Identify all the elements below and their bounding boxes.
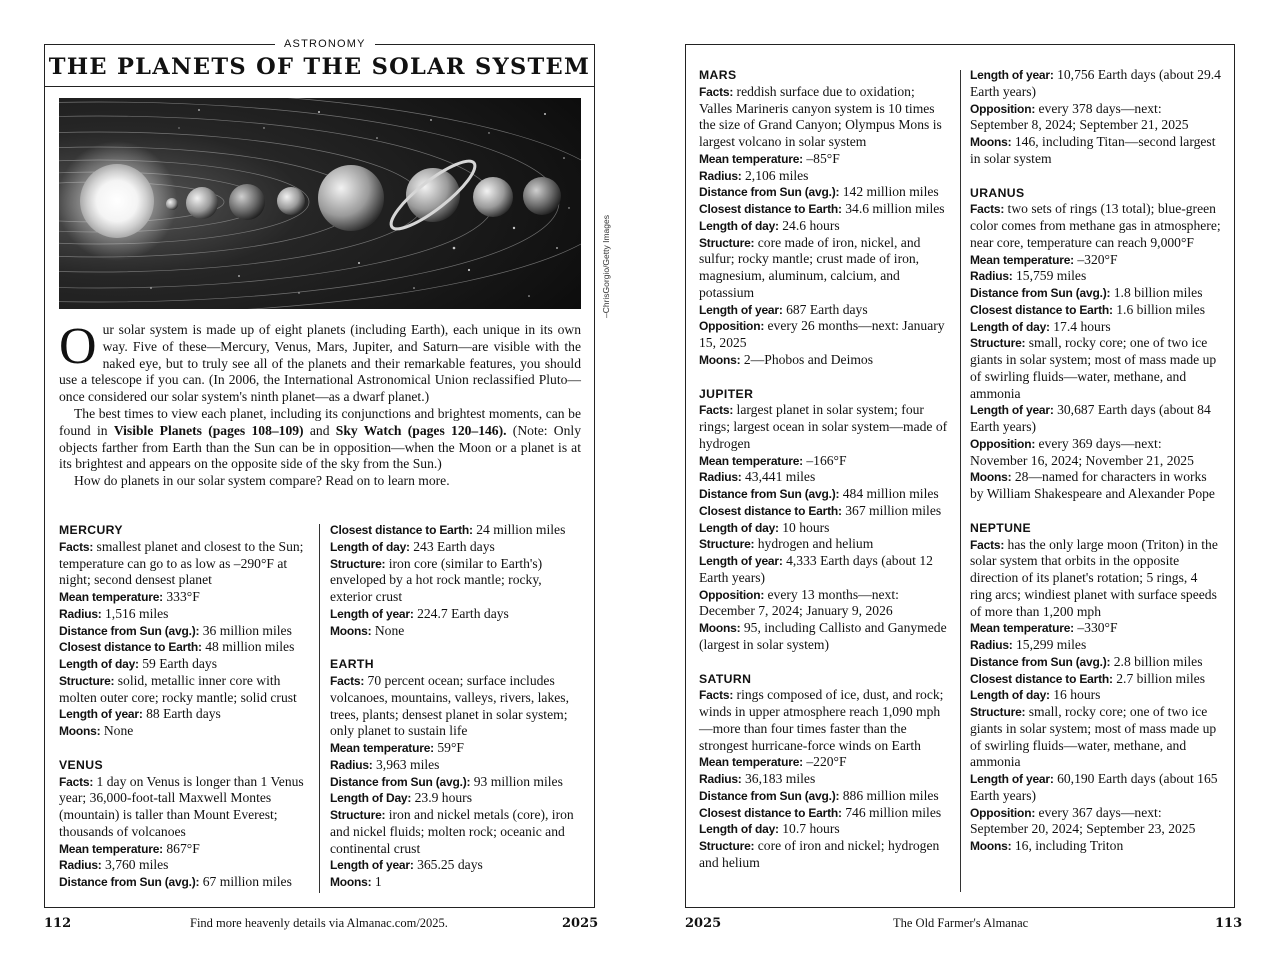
fact-value: 484 million miles [839,486,939,501]
fact-label: Length of year: [699,554,783,568]
planet-fact [970,134,1222,168]
planet-fact [59,606,309,623]
intro-paragraph-2: The best times to view each planet, including its conjunctions and brightest moments, can be found in Visible Planets (pages 108–109) and Sky Watch (pages 120–146). (Note: Only objects farther from Earth than the Sun can be in opposition—when the Moon or a planet is at its brightest and appears on the opposite side of the sky from the Sun.) [59,405,581,472]
fact-label: Mean temperature: [59,841,163,856]
fact-label: Closest distance to Earth: [970,671,1113,686]
fact-label: Moons: [699,621,741,635]
planet-section [970,185,1222,503]
intro-paragraph-1: Our solar system is made up of eight planets (including Earth), each unique in its own way. Five of these—Mercury, Venus, Mars, Jupiter, and Saturn—are visible with the naked eye, but to truly see all of the planets and their remarkable features, you should use a telescope if you can. (In 2006, the International Astronomical Union reclassified Pluto—once considered our solar system's ninth planet—as a dwarf planet.) [59,318,581,405]
fact-value: reddish surface due to oxidation; Valles Marineris canyon system is 10 times the size of Grand Canyon; Olympus Mons is largest volcano in solar system [699,83,942,149]
fact-label: Distance from Sun (avg.): [59,623,200,638]
planet-fact [59,874,309,891]
planet-fact [699,587,949,621]
planet-fact [699,520,949,537]
section-tag: ASTRONOMY [275,37,375,51]
fact-label: Distance from Sun (avg.): [699,185,840,200]
planet-fact [330,857,582,874]
planet-section [699,386,949,654]
planet-fact [699,553,949,587]
fact-value: every 13 months—next: December 7, 2024; January 9, 2026 [699,586,899,619]
planet-fact [699,821,949,838]
fact-value: has the only large moon (Triton) in the solar system that orbits in the opposite direction of its planet's rotation; 5 rings, 4 ring arcs; windiest planet with surface speeds of more than 1,200 mph [970,536,1218,619]
fact-label: Radius: [699,470,742,485]
footer-year-right: 2025 [685,916,722,931]
fact-label: Closest distance to Earth: [330,523,473,537]
planet-fact [970,252,1222,269]
fact-value: 88 Earth days [142,706,221,722]
fact-value: smallest planet and closest to the Sun; temperature can go to as low as –290°F at night; second densest planet [59,538,304,588]
fact-label: Distance from Sun (avg.): [59,875,200,889]
fact-label: Radius: [699,168,742,183]
fact-label: Mean temperature: [970,252,1074,267]
planet-fact [970,319,1222,336]
fact-label: Facts: [970,202,1005,217]
fact-value: solid, metallic inner core with molten outer core; rocky mantle; solid crust [59,672,297,705]
planet-fact [970,469,1222,503]
fact-value: iron and nickel metals (core), iron and nickel fluids; molten rock; oceanic and continental crust [330,807,574,856]
planet-fact [699,687,949,754]
planet-fact [970,654,1222,671]
column-divider [960,70,961,892]
planet-section [699,67,949,369]
fact-value: 36 million miles [199,622,292,638]
fact-value: 36,183 miles [741,771,816,786]
fact-label: Closest distance to Earth: [970,302,1113,317]
fact-label: Length of year: [699,302,783,317]
right-column-2 [970,67,1222,855]
fact-label: Length of year: [59,707,143,722]
sky-watch-reference: Sky Watch (pages 120–146). [335,422,507,438]
fact-label: Structure: [59,673,115,688]
planet-fact [330,790,582,807]
fact-label: Opposition: [699,319,765,334]
planet-heading: MERCURY [59,523,123,537]
fact-value: 10.7 hours [778,821,840,837]
planet-fact [699,771,949,788]
planet-fact [330,757,582,774]
fact-label: Facts: [699,84,734,99]
fact-label: Opposition: [970,805,1036,820]
planet-fact [699,184,949,201]
planet-fact [59,774,309,841]
fact-label: Facts: [59,774,94,789]
planet-fact [970,285,1222,302]
fact-value: 367 million miles [841,502,942,518]
fact-label: Moons: [970,839,1012,853]
fact-value: 28—named for characters in works by William Shakespeare and Alexander Pope [970,469,1215,501]
fact-label: Length of day: [970,319,1050,334]
fact-label: Mean temperature: [970,621,1074,636]
footer-center-right: The Old Farmer's Almanac [893,916,1029,930]
fact-label: Distance from Sun (avg.): [970,654,1111,669]
fact-label: Structure: [699,235,755,250]
planet-fact [330,522,582,539]
fact-label: Radius: [330,757,373,772]
fact-value: 2.7 billion miles [1112,670,1205,686]
fact-value: None [100,723,134,738]
fact-value: 48 million miles [201,639,295,655]
fact-label: Radius: [970,269,1013,284]
planet-heading: NEPTUNE [970,520,1032,535]
fact-label: Moons: [59,724,101,738]
planet-fact [330,740,582,757]
planet-fact [699,84,949,151]
fact-value: 1.8 billion miles [1110,285,1203,300]
fact-value: hydrogen and helium [754,536,874,552]
fact-value: 1.6 billion miles [1112,301,1205,317]
fact-value: 34.6 million miles [841,201,945,216]
planet-fact [970,268,1222,285]
fact-label: Moons: [330,875,372,889]
fact-value: –320°F [1073,251,1118,267]
planet-fact [699,168,949,185]
intro-text [59,318,581,490]
fact-value: 3,760 miles [101,857,169,873]
fact-value: 10,756 Earth days (about 29.4 Earth years) [970,67,1221,99]
visible-planets-reference: Visible Planets (pages 108–109) [113,422,304,438]
planet-fact [699,402,949,452]
planet-fact [699,536,949,553]
fact-label: Moons: [970,470,1012,485]
planet-fact [59,656,309,673]
planet-fact [699,453,949,470]
drop-cap: O [59,318,97,375]
fact-value: every 369 days—next: November 16, 2024; November 21, 2025 [970,435,1194,468]
fact-label: Structure: [330,556,386,571]
fact-value: 16, including Triton [1011,838,1124,853]
planet-fact [970,704,1222,771]
fact-label: Length of day: [970,688,1050,703]
planet-fact [970,402,1222,436]
planet-fact [699,503,949,520]
fact-label: Opposition: [970,436,1036,451]
footer-year-left: 2025 [562,916,599,931]
planet-fact [970,335,1222,402]
fact-label: Distance from Sun (avg.): [970,286,1111,300]
fact-value: 59 Earth days [138,656,218,671]
fact-value: 10 hours [778,519,830,535]
fact-value: 2—Phobos and Deimos [740,351,874,367]
planet-fact [970,637,1222,654]
fact-label: Length of day: [59,657,139,671]
planet-fact [330,556,582,606]
footer-center-left: Find more heavenly details via Almanac.com/2025. [190,916,448,930]
fact-value: 1 [371,874,382,889]
fact-label: Moons: [699,352,741,367]
planet-fact [970,838,1222,855]
fact-label: Length of year: [970,68,1054,82]
photo-credit: –ChrisGorgio/Getty Images [601,215,611,318]
fact-label: Facts: [59,539,94,554]
fact-label: Distance from Sun (avg.): [330,774,471,789]
title-rule [45,86,594,87]
fact-label: Opposition: [699,587,765,602]
fact-value: 59°F [433,740,464,755]
intro-paragraph-3: How do planets in our solar system compare? Read on to learn more. [74,473,450,489]
fact-label: Closest distance to Earth: [699,202,842,216]
fact-label: Length of year: [330,606,414,621]
planet-fact [330,807,582,857]
fact-value: 867°F [162,840,200,856]
planet-fact [699,318,949,352]
fact-label: Structure: [699,839,755,853]
fact-label: Structure: [970,336,1026,351]
planet-fact [59,639,309,656]
planet-fact [699,788,949,805]
fact-value: every 367 days—next: September 20, 2024; September 23, 2025 [970,804,1196,837]
planet-fact [970,671,1222,688]
fact-value: 24 million miles [472,522,566,537]
fact-value: 70 percent ocean; surface includes volcanoes, mountains, valleys, rivers, lakes, trees, plants; densest planet in solar system; only planet to sustain life [330,673,569,739]
planet-fact [330,539,582,556]
fact-label: Length of year: [970,403,1054,418]
planet-fact [699,469,949,486]
planet-fact [699,838,949,872]
planet-fact [699,151,949,168]
planet-fact [330,874,582,891]
fact-value: None [371,622,405,638]
planet-section [59,757,309,891]
fact-value: 95, including Callisto and Ganymede (largest in solar system) [699,620,947,652]
fact-label: Distance from Sun (avg.): [699,788,840,803]
footer-page-number-left: 112 [44,916,72,931]
planet-section [330,522,582,639]
fact-value: every 378 days—next: September 8, 2024; September 21, 2025 [970,100,1189,133]
planet-fact [330,673,582,740]
footer-page-number-right: 113 [1215,916,1243,931]
fact-label: Length of day: [699,822,779,837]
fact-value: 60,190 Earth days (about 165 Earth years) [970,771,1218,803]
solar-system-photo [59,98,581,309]
fact-value: 4,333 Earth days (about 12 Earth years) [699,553,933,585]
fact-label: Facts: [330,674,365,688]
planet-heading: SATURN [699,671,752,686]
fact-value: –220°F [802,754,847,770]
planet-fact [699,302,949,319]
column-divider [319,524,320,893]
planet-heading: JUPITER [699,386,754,401]
fact-label: Mean temperature: [330,741,434,755]
planet-heading: EARTH [330,657,374,672]
fact-label: Mean temperature: [699,755,803,770]
fact-value: rings composed of ice, dust, and rock; winds in upper atmosphere reach 1,090 mph—more than four times faster than the strongest hurricane-force winds on Earth [699,687,944,753]
planet-fact [330,623,582,640]
fact-value: 67 million miles [199,874,292,889]
fact-label: Closest distance to Earth: [699,503,842,518]
planet-fact [970,302,1222,319]
fact-label: Radius: [59,606,102,621]
fact-label: Facts: [970,537,1005,552]
planet-heading: VENUS [59,757,103,772]
planet-fact [59,841,309,858]
planet-fact [59,723,309,740]
fact-label: Moons: [970,135,1012,149]
fact-label: Mean temperature: [59,590,163,604]
planet-fact [970,620,1222,637]
planet-fact [970,687,1222,704]
planet-fact [970,201,1222,251]
planet-section [59,522,309,740]
fact-label: Structure: [330,808,386,822]
planet-section [970,67,1222,168]
left-column-1 [59,522,309,891]
fact-label: Opposition: [970,101,1036,116]
planet-fact [699,805,949,822]
planet-section [970,520,1222,855]
planet-section [330,656,582,891]
planet-fact [699,754,949,771]
planet-fact [59,673,309,707]
fact-label: Structure: [699,537,755,552]
fact-label: Facts: [699,688,734,703]
planet-fact [59,623,309,640]
fact-value: –85°F [802,150,840,166]
fact-value: 2,106 miles [741,167,809,183]
fact-value: 1,516 miles [101,605,169,621]
fact-value: 15,759 miles [1012,268,1087,284]
fact-label: Radius: [970,638,1013,652]
planet-section [699,671,949,872]
planet-fact [970,67,1222,101]
fact-value: 224.7 Earth days [413,605,509,621]
fact-value: 886 million miles [839,787,939,803]
planet-fact [699,486,949,503]
fact-value: core of iron and nickel; hydrogen and helium [699,838,940,870]
fact-value: 746 million miles [841,804,942,820]
fact-value: 2.8 billion miles [1110,653,1203,669]
fact-label: Facts: [699,403,734,418]
fact-value: 142 million miles [839,184,939,200]
fact-value: small, rocky core; one of two ice giants in solar system; most of mass made up of swirling fluids—water, methane, and ammonia [970,335,1217,401]
fact-label: Distance from Sun (avg.): [699,487,840,501]
planet-fact [970,805,1222,839]
right-column-1 [699,67,949,872]
planet-fact [970,101,1222,135]
fact-label: Length of day: [699,520,779,535]
left-column-2 [330,522,582,891]
fact-value: 146, including Titan—second largest in solar system [970,134,1216,166]
fact-value: –330°F [1073,620,1118,636]
fact-label: Mean temperature: [699,151,803,166]
fact-value: 243 Earth days [409,538,495,554]
fact-label: Radius: [59,858,102,873]
fact-value: every 26 months—next: January 15, 2025 [699,318,945,350]
fact-label: Length of day: [330,539,410,554]
fact-value: 3,963 miles [372,756,440,772]
fact-value: 24.6 hours [778,217,840,233]
fact-value: 30,687 Earth days (about 84 Earth years) [970,402,1211,434]
page-title: THE PLANETS OF THE SOLAR SYSTEM [48,54,591,80]
fact-value: 333°F [162,589,200,604]
planet-fact [970,436,1222,470]
fact-value: iron core (similar to Earth's) enveloped by a hot rock mantle; rocky, exterior crust [330,555,543,604]
planet-fact [699,218,949,235]
planet-fact [699,352,949,369]
fact-label: Closest distance to Earth: [699,805,842,820]
fact-value: 687 Earth days [782,301,868,317]
planet-fact [59,857,309,874]
planet-fact [330,606,582,623]
planet-fact [330,774,582,791]
fact-value: core made of iron, nickel, and sulfur; rocky mantle; crust made of iron, magnesium, aluminum, calcium, and potassium [699,234,921,300]
fact-label: Mean temperature: [699,453,803,468]
fact-label: Closest distance to Earth: [59,640,202,655]
planet-fact [970,537,1222,621]
fact-value: 93 million miles [470,773,563,789]
planet-fact [59,706,309,723]
fact-value: small, rocky core; one of two ice giants in solar system; most of mass made up of swirling fluids—water, methane, and ammonia [970,704,1217,770]
planet-fact [699,235,949,302]
planet-fact [699,620,949,654]
fact-value: 1 day on Venus is longer than 1 Venus year; 36,000-foot-tall Maxwell Montes (mountain) is taller than Mount Everest; thousands of volcanoes [59,773,304,839]
fact-label: Length of year: [970,772,1054,786]
planet-fact [59,539,309,589]
fact-value: largest planet in solar system; four rings; largest ocean in solar system—made of hydrogen [699,402,948,451]
planet-heading: MARS [699,68,737,82]
fact-value: 23.9 hours [411,790,472,806]
planet-fact [970,771,1222,805]
fact-value: 15,299 miles [1012,637,1087,652]
fact-value: two sets of rings (13 total); blue-green color comes from methane gas in atmosphere; near core, temperature can reach 9,000°F [970,201,1221,250]
fact-label: Radius: [699,772,742,786]
fact-label: Length of Day: [330,791,412,806]
fact-value: 43,441 miles [741,469,816,485]
fact-value: 365.25 days [413,857,483,873]
planet-fact [59,589,309,606]
fact-label: Moons: [330,623,372,638]
fact-value: 16 hours [1049,687,1101,703]
planet-heading: URANUS [970,185,1025,200]
fact-value: –166°F [802,452,847,468]
planet-fact [699,201,949,218]
fact-label: Length of year: [330,858,414,873]
fact-value: 17.4 hours [1049,318,1111,334]
fact-label: Structure: [970,705,1026,719]
fact-label: Length of day: [699,218,779,233]
